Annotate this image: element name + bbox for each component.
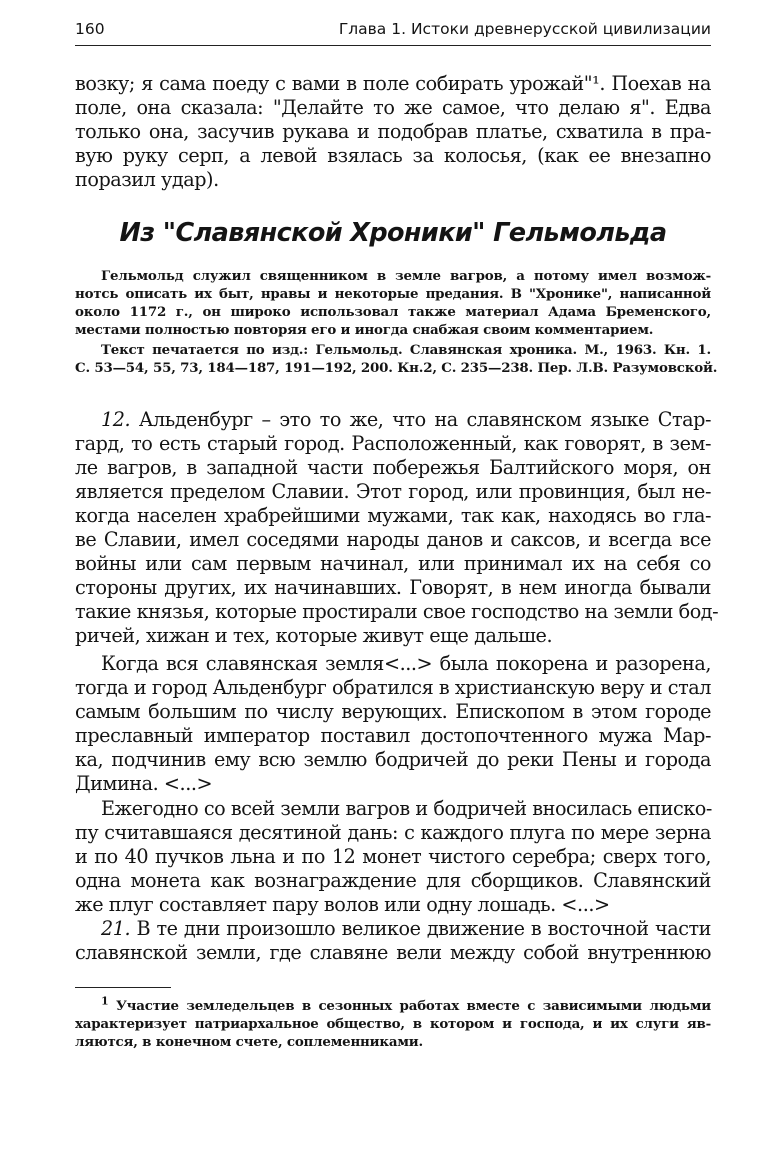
preface-line: нотсь описать их быт, нравы и некоторые предания. В "Хронике", написанной [75,286,711,302]
preface-line: около 1172 г., он широко использовал также материал Адама Бременского, [75,304,711,320]
conquest-line: ка, подчинив ему всю землю бодричей до реки Пены и города [75,748,711,771]
para12-first-line [75,408,711,432]
para12-line: ричей, хижан и тех, которые живут еще дальше. [75,624,553,647]
para12-line: гард, то есть старый город. Расположенный, как говорят, в зем- [75,432,711,455]
preface-line: С. 53—54, 55, 73, 184—187, 191—192, 200. Кн.2, С. 235—238. Пер. Л.В. Разумовской. [75,360,718,376]
footnote-line: характеризует патриархальное общество, в котором и господа, и их слуги яв- [75,1016,711,1032]
preface-line: местами полностью повторяя его и иногда снабжая своим комментарием. [75,322,654,338]
tithe-line: и по 40 пучков льна и по 12 монет чистого серебра; сверх того, [75,845,711,868]
footnote-marker: 1 [101,994,109,1008]
footnote-line: ляются, в конечном счете, соплеменниками. [75,1034,423,1050]
conquest-line: тогда и город Альденбург обратился в христианскую веру и стал [75,676,711,699]
para12-line: такие князья, которые простирали свое господство на земли бод- [75,600,719,623]
conquest-line: самым большим по числу верующих. Епископом в этом городе [75,700,711,723]
para12-line: стороны других, их начинавших. Говорят, в нем иногда бывали [75,576,711,599]
para-number: 21. [101,917,131,940]
footnote-first-line [75,994,711,1015]
intro-line: поразил удар). [75,168,219,191]
running-header [75,18,711,44]
intro-line: только она, засучив рукава и подобрав платье, схватила в пра- [75,120,711,143]
tithe-line: же плуг составляет пару волов или одну лошадь. <...> [75,893,610,916]
para-number: 12. [101,408,131,431]
page-number: 160 [75,20,105,38]
footnote-text: Участие земледельцев в сезонных работах вместе с зависимыми людьми [116,998,711,1014]
para12-line: когда населен храбрейшими мужами, так как, находясь во гла- [75,504,711,527]
para12-line: ле вагров, в западной части побережья Балтийского моря, он [75,456,711,479]
section-heading: Из "Славянской Хроники" Гельмольда [119,218,667,248]
intro-line: возку; я сама поеду с вами в поле собирать урожай"¹. Поехав на [75,72,711,95]
footnote-rule [75,987,171,988]
tithe-line: пу считавшаяся десятиной дань: с каждого плуга по мере зерна [75,821,711,844]
para12-line: войны или сам первым начинал, или принимал их на себя со [75,552,711,575]
header-rule [75,45,711,46]
preface-line: Текст печатается по изд.: Гельмольд. Славянская хроника. М., 1963. Кн. 1. [101,342,711,358]
preface-line: Гельмольд служил священником в земле вагров, а потому имел возмож- [101,268,711,284]
para21-first-line [75,917,711,941]
tithe-line: одна монета как вознаграждение для сборщиков. Славянский [75,869,711,892]
para12-line: ве Славии, имел соседями народы данов и саксов, и всегда все [75,528,711,551]
para12-line: является пределом Славии. Этот город, или провинция, был не- [75,480,711,503]
conquest-line: Димина. <...> [75,772,213,795]
para21-line: славянской земли, где славяне вели между собой внутреннюю [75,941,711,964]
conquest-line: преславный император поставил достопочтенного мужа Мар- [75,724,711,747]
intro-line: поле, она сказала: "Делайте то же самое, что делаю я". Едва [75,96,711,119]
conquest-line: Когда вся славянская земля<...> была покорена и разорена, [101,652,711,675]
tithe-line: Ежегодно со всей земли вагров и бодричей вносилась еписко- [101,797,712,820]
running-title: Глава 1. Истоки древнерусской цивилизации [338,20,711,38]
para-text: Альденбург – это то же, что на славянском языке Стар- [138,408,711,431]
para-text: В те дни произошло великое движение в восточной части [136,917,711,940]
intro-line: вую руку серп, а левой взялась за колосья, (как ее внезапно [75,144,711,167]
